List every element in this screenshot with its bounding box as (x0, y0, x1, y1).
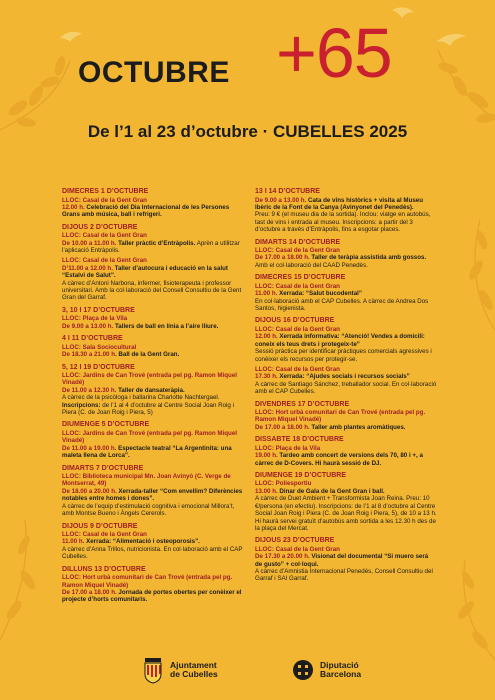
event-place: LLOC: Casal de la Gent Gran (62, 257, 147, 265)
event-time: De 9.00 a 13.00 h. (62, 322, 114, 330)
event-day: DIUMENGE 5 D’OCTUBRE (62, 421, 150, 429)
event-details: A càrrec de Santiago Sánchez, treballador social. En col·laboració amb el CAP Cubelles. (255, 380, 437, 396)
event-activity: Xerrada: “Ajudes socials i recursos socials” (277, 373, 410, 381)
event-time: 13.00 h. (255, 487, 278, 495)
event-item (255, 274, 437, 312)
event-place: LLOC: Casal de la Gent Gran (62, 196, 147, 204)
event-description (255, 488, 437, 495)
date-range-subtitle: De l’1 al 23 d’octubre · CUBELLES 2025 (87, 122, 408, 141)
event-day: DIMARTS 7 D’OCTUBRE (62, 464, 144, 472)
coat-of-arms-icon (142, 656, 164, 684)
event-description (62, 589, 244, 604)
leaf-branch-top-left-icon (0, 55, 70, 130)
event-activity: Taller de dansateràpia. (116, 386, 185, 394)
event-details: A càrrec de Duet Ambient + Transformistа Joan Reina. Preu: 10 €/persona (en efectiu). Inscripcions: de l’1 al 8 d’octubre al Centre Social Joan Roig i Piera (C. de Joan Roig i Piera, 5), de 10 a 13 h. Hi haurà servei gratuït d’autobús amb sortida a les 12.30 h des de la plaça del Mercat. (255, 495, 437, 532)
event-time: D’11.00 a 12.00 h. (62, 264, 113, 272)
event-time: De 11.00 a 19.00 h. (62, 444, 117, 452)
event-item (255, 239, 437, 270)
event-details: A càrrec d’Amnistia Internacional Penedès, Consell Consultiu del Garraf i SAI Garraf. (255, 568, 433, 583)
event-day: DILLUNS 13 D’OCTUBRE (62, 565, 146, 573)
event-place: LLOC: Hort urbà comunitari de Can Trové (entrada pel pg. Ramon Miquel Vinadé) (255, 409, 426, 424)
event-activity: Taller d’autocura i educació en la salut “Estalvi de Salut”. (62, 264, 228, 280)
event-item (62, 566, 244, 604)
diputacio-line1: Diputació (320, 660, 359, 670)
event-description (255, 254, 437, 261)
leaf-branch-top-right-icon (437, 50, 495, 124)
event-extra-text: de l’1 al 4 d’octubre al Centre Social Joan Roig i Piera (C. de Joan Roig i Piera, 5) (62, 401, 234, 417)
event-details: Sessió pràctica per identificar pràctiques comercials agressives i conèixer els recursos per protegir-se. (255, 348, 432, 363)
event-activity: Xerrada-taller “Com envellim? Diferències notables entre homes i dones”. (62, 487, 243, 503)
event-description (255, 333, 437, 348)
event-time: 19.00 h. (255, 452, 278, 460)
diputacio-name (320, 661, 361, 679)
event-description (62, 351, 244, 358)
event-details: A càrrec d’Anna Trillos, nutricionista. En col·laboració amb el CAP Cubelles. (62, 545, 243, 561)
event-time: De 17.00 a 18.00 h. (255, 423, 310, 431)
event-item (255, 188, 437, 234)
event-activity: Tallers de ball en línia a l’aire lliure. (113, 322, 219, 330)
event-activity: Espectacle teatral “La Argentinita: una maleta llena de Lorca”. (62, 444, 232, 460)
event-item (62, 523, 244, 561)
event-item (62, 307, 244, 330)
event-place: LLOC: Jardins de Can Trové (entrada pel pg. Ramon Miquel Vinadé) (62, 429, 237, 445)
event-place: LLOC: Casal de la Gent Gran (255, 247, 340, 255)
event-activity: Tardeo amb concert de versions dels 70, 80 i +, a càrrec de D-Covers. Hi haurà sessió de DJ. (255, 452, 423, 467)
event-description (62, 387, 244, 394)
diputacio-emblem-icon (292, 659, 314, 681)
event-time: 17.30 h. (255, 373, 278, 381)
event-place: LLOC: Casal de la Gent Gran (62, 232, 147, 240)
event-place: LLOC: Poliesportiu (255, 480, 312, 488)
event-item (255, 537, 437, 583)
event-activity: Xerrada: “Alimentació i osteoporosis”. (84, 538, 200, 546)
event-day: DIMARTS 14 D’OCTUBRE (255, 238, 341, 246)
event-activity: Visionat del documental “Si muero será de gusto” + col·loqui. (255, 553, 429, 568)
leaf-branch-bottom-left-icon (0, 520, 38, 640)
event-description (255, 424, 437, 431)
event-activity: Dinar de Gala de la Gent Gran i ball. (277, 487, 385, 495)
event-description (62, 204, 244, 219)
diputacio-barcelona-logo (292, 659, 361, 681)
event-description (255, 290, 437, 297)
event-time: De 9.00 a 13.00 h. (255, 196, 307, 204)
event-details: En col·laboració amb el CAP Cubelles. A càrrec de Andrea Dos Santos, higienista. (255, 297, 429, 312)
event-description (255, 452, 437, 467)
event-day: DIJOUS 2 D’OCTUBRE (62, 223, 138, 231)
ajuntament-line1: Ajuntament (170, 660, 217, 670)
event-description (62, 488, 244, 503)
event-item (62, 188, 244, 219)
event-item (62, 224, 244, 255)
event-time: 11.00 h. (62, 538, 85, 546)
event-description (62, 323, 244, 330)
event-description (255, 553, 437, 568)
event-day: DIMECRES 15 D’OCTUBRE (255, 274, 346, 282)
event-description (62, 538, 244, 545)
event-details: Preu: 9 € (el museu dia de la sortida). Inclou: viatge en autobús, tast de vins i entrada al museu. Inscripcions: a partir del 3 d’octubre a través d’Entràpolis, fins a esgotar places. (255, 211, 431, 234)
event-description (62, 240, 244, 255)
event-place: LLOC: Plaça de la Vila (62, 315, 128, 323)
ajuntament-cubelles-logo (142, 656, 218, 684)
event-extra-label: Inscripcions: (62, 401, 101, 409)
event-activity: Jornada de portes obertes per conèixer el projecte d’horts comunitaris. (62, 588, 242, 604)
event-day: 5, 12 I 19 D’OCTUBRE (62, 363, 135, 371)
event-day: DIUMENGE 19 D’OCTUBRE (255, 471, 347, 479)
events-left-column (62, 188, 244, 609)
event-place: LLOC: Plaça de la Vila (255, 444, 321, 452)
event-time: De 17.00 a 18.00 h. (255, 254, 310, 262)
event-day: DIVENDRES 17 D’OCTUBRE (255, 400, 350, 408)
event-place: LLOC: Casal de la Gent Gran (62, 531, 147, 538)
event-extra (62, 402, 244, 417)
event-item (255, 366, 437, 396)
leaf-branch-bottom-right-icon (455, 560, 495, 660)
event-time: De 17.30 a 20.00 h. (255, 553, 310, 561)
event-item (255, 317, 437, 363)
event-place: LLOC: Sala Sociocultural (62, 343, 137, 351)
event-details: A càrrec de la psicòloga i ballarina Charlotte Nachtergael. (62, 394, 220, 402)
diputacio-line2: Barcelona (320, 669, 362, 679)
event-day: 13 I 14 D’OCTUBRE (255, 188, 320, 195)
event-day: DIJOUS 16 D’OCTUBRE (255, 317, 335, 325)
birds-icon (60, 7, 466, 46)
event-day: DIJOUS 23 D’OCTUBRE (255, 537, 335, 545)
event-place: LLOC: Casal de la Gent Gran (255, 282, 340, 290)
event-activity: Xerrada: “Salut bucodental” (277, 290, 362, 298)
event-activity: Taller pràctic d’Entràpolis. (116, 239, 196, 247)
events-right-column (255, 188, 437, 588)
event-item (62, 465, 244, 518)
event-item (62, 421, 244, 459)
event-item (255, 401, 437, 432)
event-day: 3, 10 I 17 D’OCTUBRE (62, 306, 135, 314)
event-time: De 10.00 a 11.00 h. (62, 239, 117, 247)
event-item (62, 335, 244, 358)
event-note: Aprèn a utilitzar l’aplicació Entràpolis. (62, 239, 240, 255)
event-item (255, 472, 437, 532)
event-place: LLOC: Hort urbà comunitari de Can Trové (entrada pel pg. Ramon Miquel Vinadé) (62, 574, 233, 589)
event-day: 4 I 11 D’OCTUBRE (62, 335, 123, 343)
event-day: DIJOUS 9 D’OCTUBRE (62, 522, 138, 530)
event-time: De 11.00 a 12.30 h. (62, 386, 117, 394)
ajuntament-line2: de Cubelles (170, 669, 218, 679)
event-details: A càrrec d’Antoni Narbona, infermer, fisioterapeuta i professor universitari. Amb la col·laboració del Consell Consultiu de la Gent Gran del Garraf. (62, 279, 242, 302)
event-time: 11.00 h. (255, 290, 278, 298)
event-description (62, 445, 244, 460)
ajuntament-name (170, 661, 218, 679)
event-place: LLOC: Casal de la Gent Gran (255, 545, 340, 553)
event-activity: Cata de vins històrics + visita al Museu Ibèric de la Font de la Canya (Avinyonet del Penedès). (255, 196, 424, 211)
event-day: DISSABTE 18 D’OCTUBRE (255, 436, 344, 444)
leaf-branch-right-side-icon (467, 220, 495, 330)
event-details: Amb el col·laboració del CAAD Penedès. (255, 261, 368, 269)
event-description (62, 265, 244, 280)
event-place: LLOC: Jardins de Can Trové (entrada pel pg. Ramon Miquel Vinadé) (62, 372, 237, 387)
event-place: LLOC: Casal de la Gent Gran (255, 325, 340, 333)
event-time: De 17.00 a 18.00 h. (62, 588, 117, 596)
event-day: DIMECRES 1 D’OCTUBRE (62, 188, 149, 195)
event-activity: Xerrada informativa: “Atenció! Vendes a domicili: coneix els teus drets i protegeix-te” (255, 333, 425, 348)
event-activity: Taller amb plantes aromàtiques. (309, 423, 406, 431)
event-description (255, 373, 437, 380)
event-item (62, 364, 244, 417)
event-time: 12.00 h. (255, 333, 278, 341)
page-title: OCTUBRE (78, 56, 230, 89)
plus-65-heading: +65 (276, 14, 392, 92)
event-description (255, 197, 437, 212)
event-item (62, 257, 244, 301)
event-item (255, 436, 437, 467)
event-activity: Taller de teràpia assistida amb gossos. (309, 254, 427, 262)
event-details: A càrrec de l’equip d’estimulació cognitiva i emocional Millora’t, amb Montse Bueno i Àngels Cererols. (62, 502, 235, 518)
event-time: De 18.00 a 20.00 h. (62, 487, 117, 495)
event-time: 12.00 h. (62, 203, 85, 211)
event-place: LLOC: Biblioteca municipal Mn. Joan Avinyó (C. Verge de Montserrat, 49) (62, 473, 231, 488)
event-place: LLOC: Casal de la Gent Gran (255, 365, 340, 373)
event-activity: Ball de la Gent Gran. (116, 351, 180, 359)
event-time: De 18.30 a 21.00 h. (62, 351, 117, 359)
event-activity: Celebració del Dia Internacional de les Persones Grans amb música, ball i refrigeri. (62, 203, 230, 219)
